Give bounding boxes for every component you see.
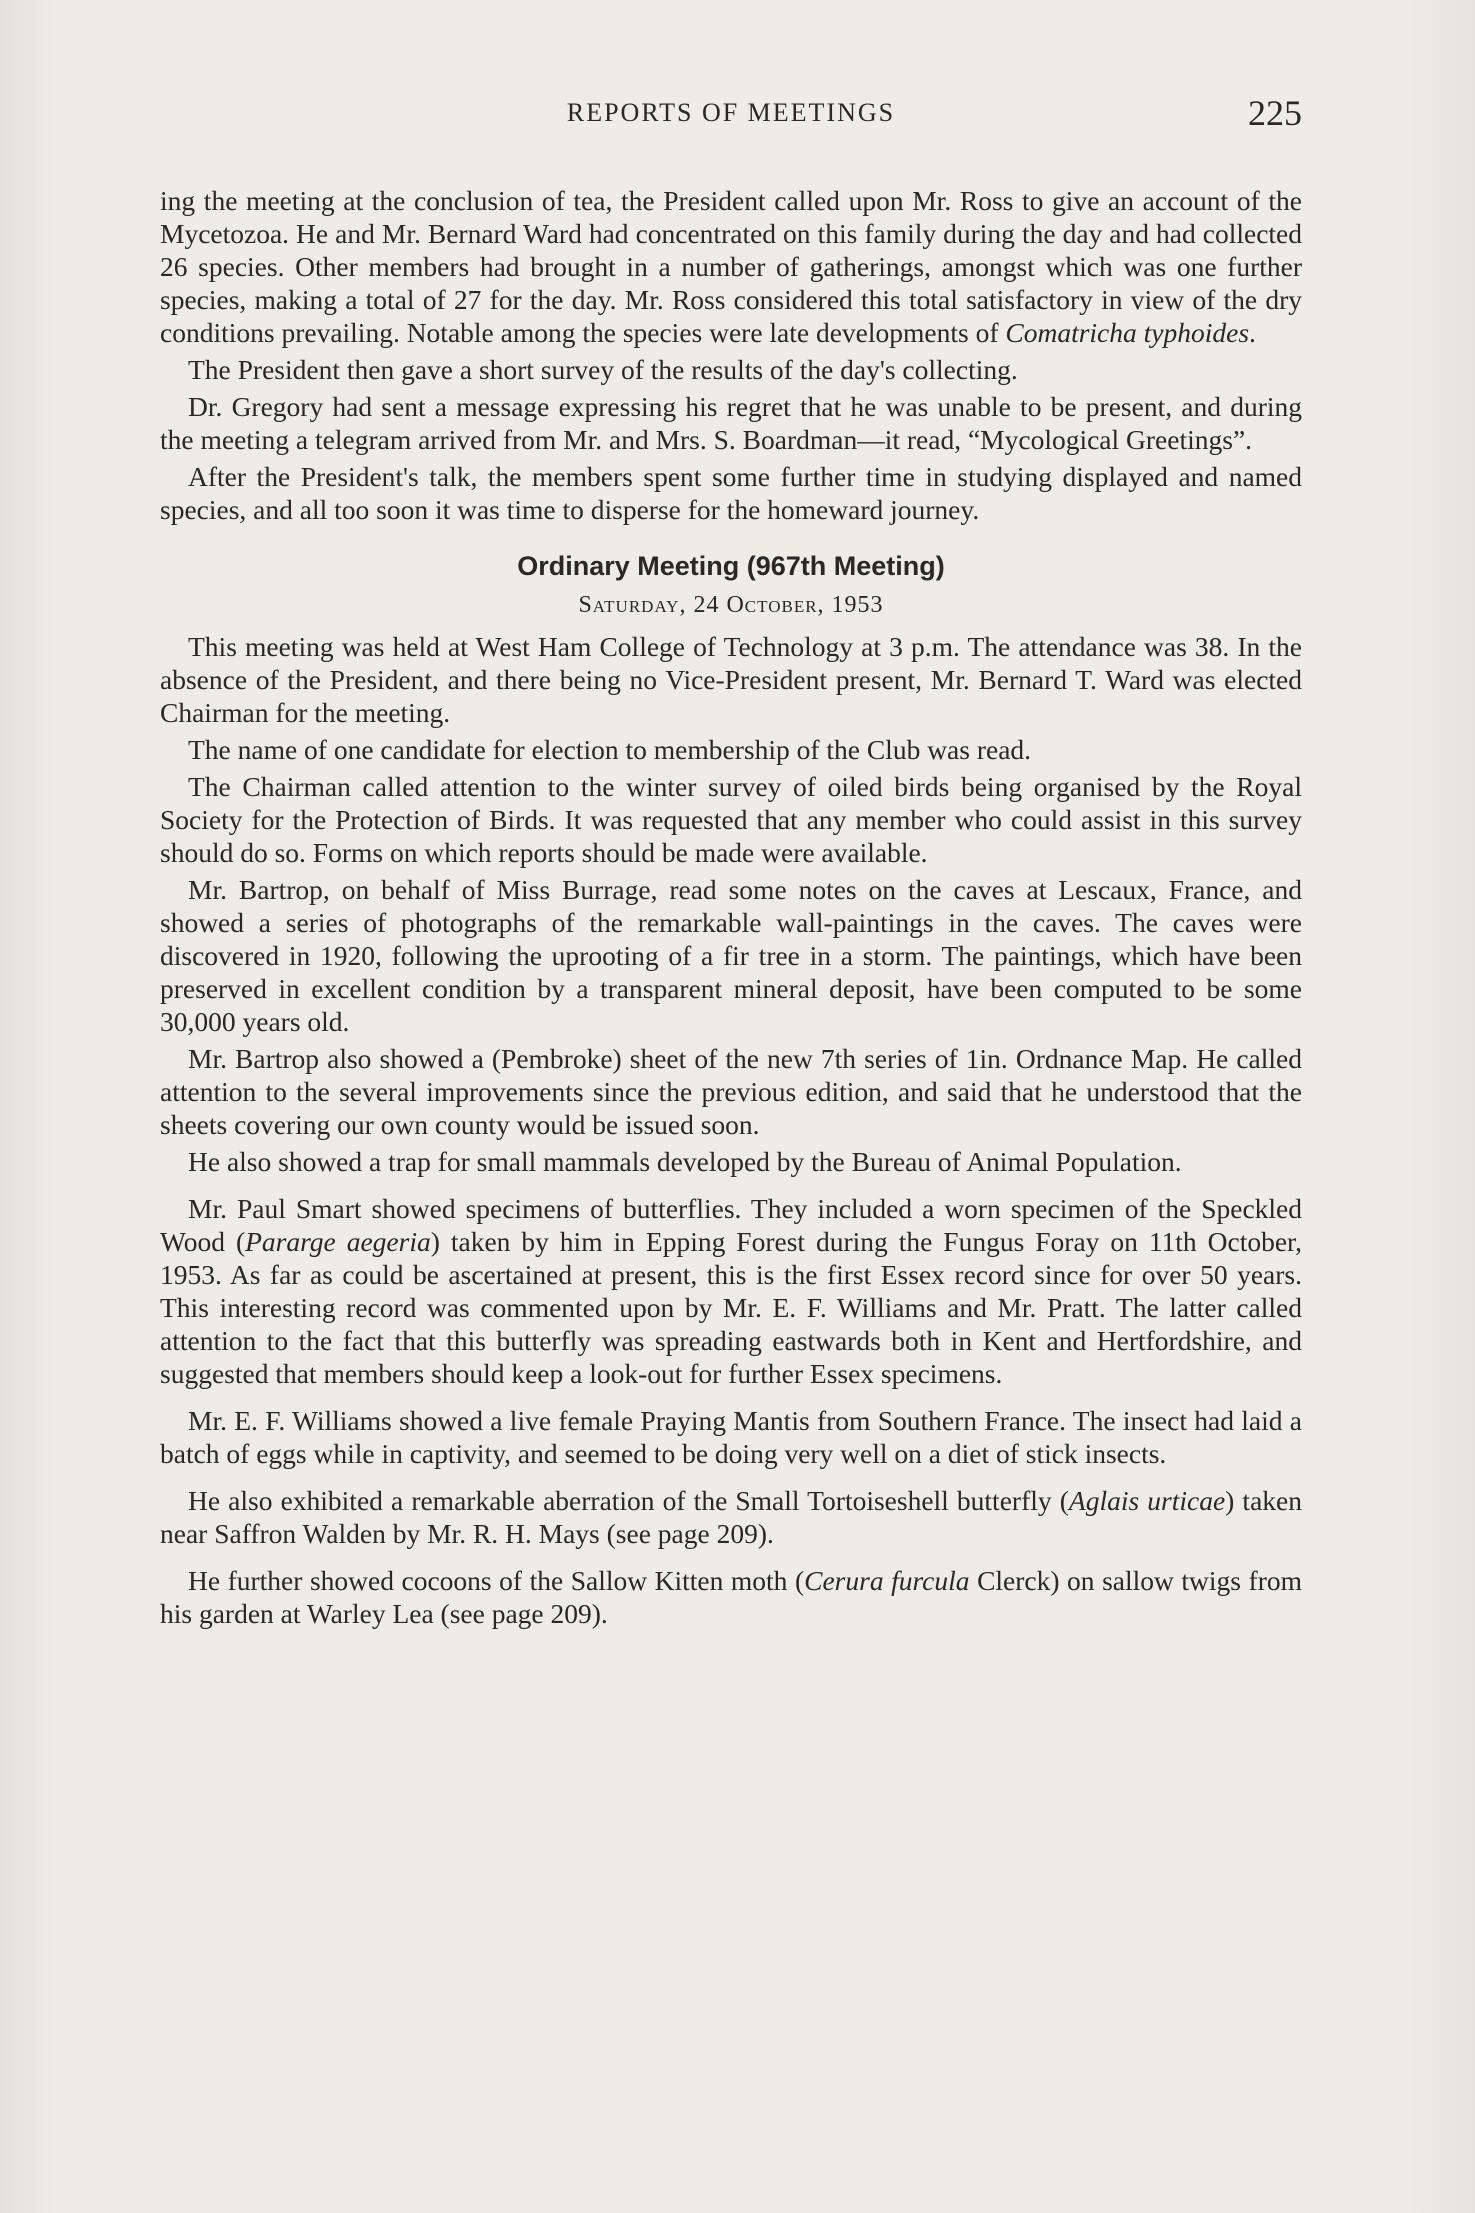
paragraph-text: ) taken by him in Epping Forest during the Fungus Foray on 11th October, 1953. As far as could be ascertained at present, this is the first Essex record since for over 50 years. This interesting record was commented upon by Mr. E. F. Williams and Mr. Pratt. The latter called attention to the fact that this butterfly was spreading eastwards both in Kent and Hertfordshire, and suggested that members should keep a look-out for further Essex specimens. (160, 1226, 1302, 1389)
paragraph-mycetozoa (160, 184, 1302, 349)
paragraph-text: Clerck) on sallow twigs from his garden at Warley Lea (see page 209). (160, 1565, 1302, 1629)
paragraph-attendance: This meeting was held at West Ham College of Technology at 3 p.m. The attendance was 38. In the absence of the President, and there being no Vice-President present, Mr. Bernard T. Ward was elected Chairman for the meeting. (160, 631, 1302, 728)
date-month: October, (726, 592, 825, 618)
running-title: REPORTS OF MEETINGS (566, 98, 896, 127)
paragraph-oiled-birds: The Chairman called attention to the winter survey of oiled birds being organised by the Royal Society for the Protection of Birds. It was requested that any member who could assist in this survey should do so. Forms on which reports should be made were available. (160, 771, 1302, 868)
paragraph-text: ing the meeting at the conclusion of tea, the President called upon Mr. Ross to give an account of the Mycetozoa. He and Mr. Bernard Ward had concentrated on this family during the day and had collected 26 species. Other members had brought in a number of gatherings, amongst which was one further species, making a total of 27 for the day. Mr. Ross considered this total satisfactory in view of the dry conditions prevailing. Notable among the species were late developments of (160, 185, 1302, 348)
page-number: 225 (1248, 93, 1302, 133)
paragraph-homeward: After the President's talk, the members spent some further time in studying displayed and named species, and all too soon it was time to disperse for the homeward journey. (160, 461, 1302, 525)
paragraph-gregory-message: Dr. Gregory had sent a message expressing his regret that he was unable to be present, and during the meeting a telegram arrived from Mr. and Mrs. S. Boardman—it read, “Mycological Greetings”. (160, 391, 1302, 455)
species-name: Aglais urticae (1068, 1485, 1226, 1516)
species-name: Comatricha typhoides (1005, 317, 1250, 348)
paragraph-gap (160, 1394, 1302, 1404)
date-weekday: Saturday, (578, 592, 687, 618)
paragraph-praying-mantis: Mr. E. F. Williams showed a live female Praying Mantis from Southern France. The insect had laid a batch of eggs while in captivity, and seemed to be doing very well on a diet of stick insects. (160, 1405, 1302, 1469)
paragraph-speckled-wood (160, 1192, 1302, 1390)
paragraph-gap (160, 1474, 1302, 1484)
paragraph-small-tortoiseshell (160, 1484, 1302, 1550)
paragraph-lescaux-caves: Mr. Bartrop, on behalf of Miss Burrage, read some notes on the caves at Lescaux, France, and showed a series of photographs of the remarkable wall-paintings in the caves. The caves were discovered in 1920, following the uprooting of a fir tree in a storm. The paintings, which have been preserved in excellent condition by a transparent mineral deposit, have been computed to be some 30,000 years old. (160, 874, 1302, 1037)
paragraph-gap (160, 1182, 1302, 1192)
species-name: Pararge aegeria (245, 1226, 431, 1257)
paragraph-mammal-trap: He also showed a trap for small mammals developed by the Bureau of Animal Population. (188, 1146, 1182, 1177)
paragraph-candidate: The name of one candidate for election to membership of the Club was read. (188, 734, 1032, 765)
date-year: 1953 (824, 592, 884, 618)
paragraph-ordnance-map: Mr. Bartrop also showed a (Pembroke) sheet of the new 7th series of 1in. Ordnance Map. He called attention to the several improvements since the previous edition, and said that he understood that the sheets covering our own county would be issued soon. (160, 1043, 1302, 1140)
punctuation: . (1249, 317, 1256, 348)
paragraph-text: ) taken near Saffron Walden by Mr. R. H. Mays (see page 209). (160, 1485, 1302, 1549)
paragraph-text: He also exhibited a remarkable aberration of the Small Tortoiseshell butterfly ( (188, 1485, 1069, 1516)
species-name: Cerura furcula (804, 1565, 970, 1596)
paragraph-text: He further showed cocoons of the Sallow Kitten moth ( (188, 1565, 805, 1596)
meeting-date (160, 589, 1302, 622)
page-header (160, 92, 1302, 132)
paragraph-survey-results: The President then gave a short survey of the results of the day's collecting. (188, 354, 1018, 385)
section-heading: Ordinary Meeting (967th Meeting) (517, 551, 945, 581)
date-day: 24 (686, 592, 727, 618)
paragraph-gap (160, 1554, 1302, 1564)
body-text (160, 184, 1302, 1634)
paragraph-sallow-kitten (160, 1564, 1302, 1630)
paragraph-text: Mr. Paul Smart showed specimens of butterflies. They included a worn specimen of the Speckled Wood ( (160, 1193, 1302, 1257)
